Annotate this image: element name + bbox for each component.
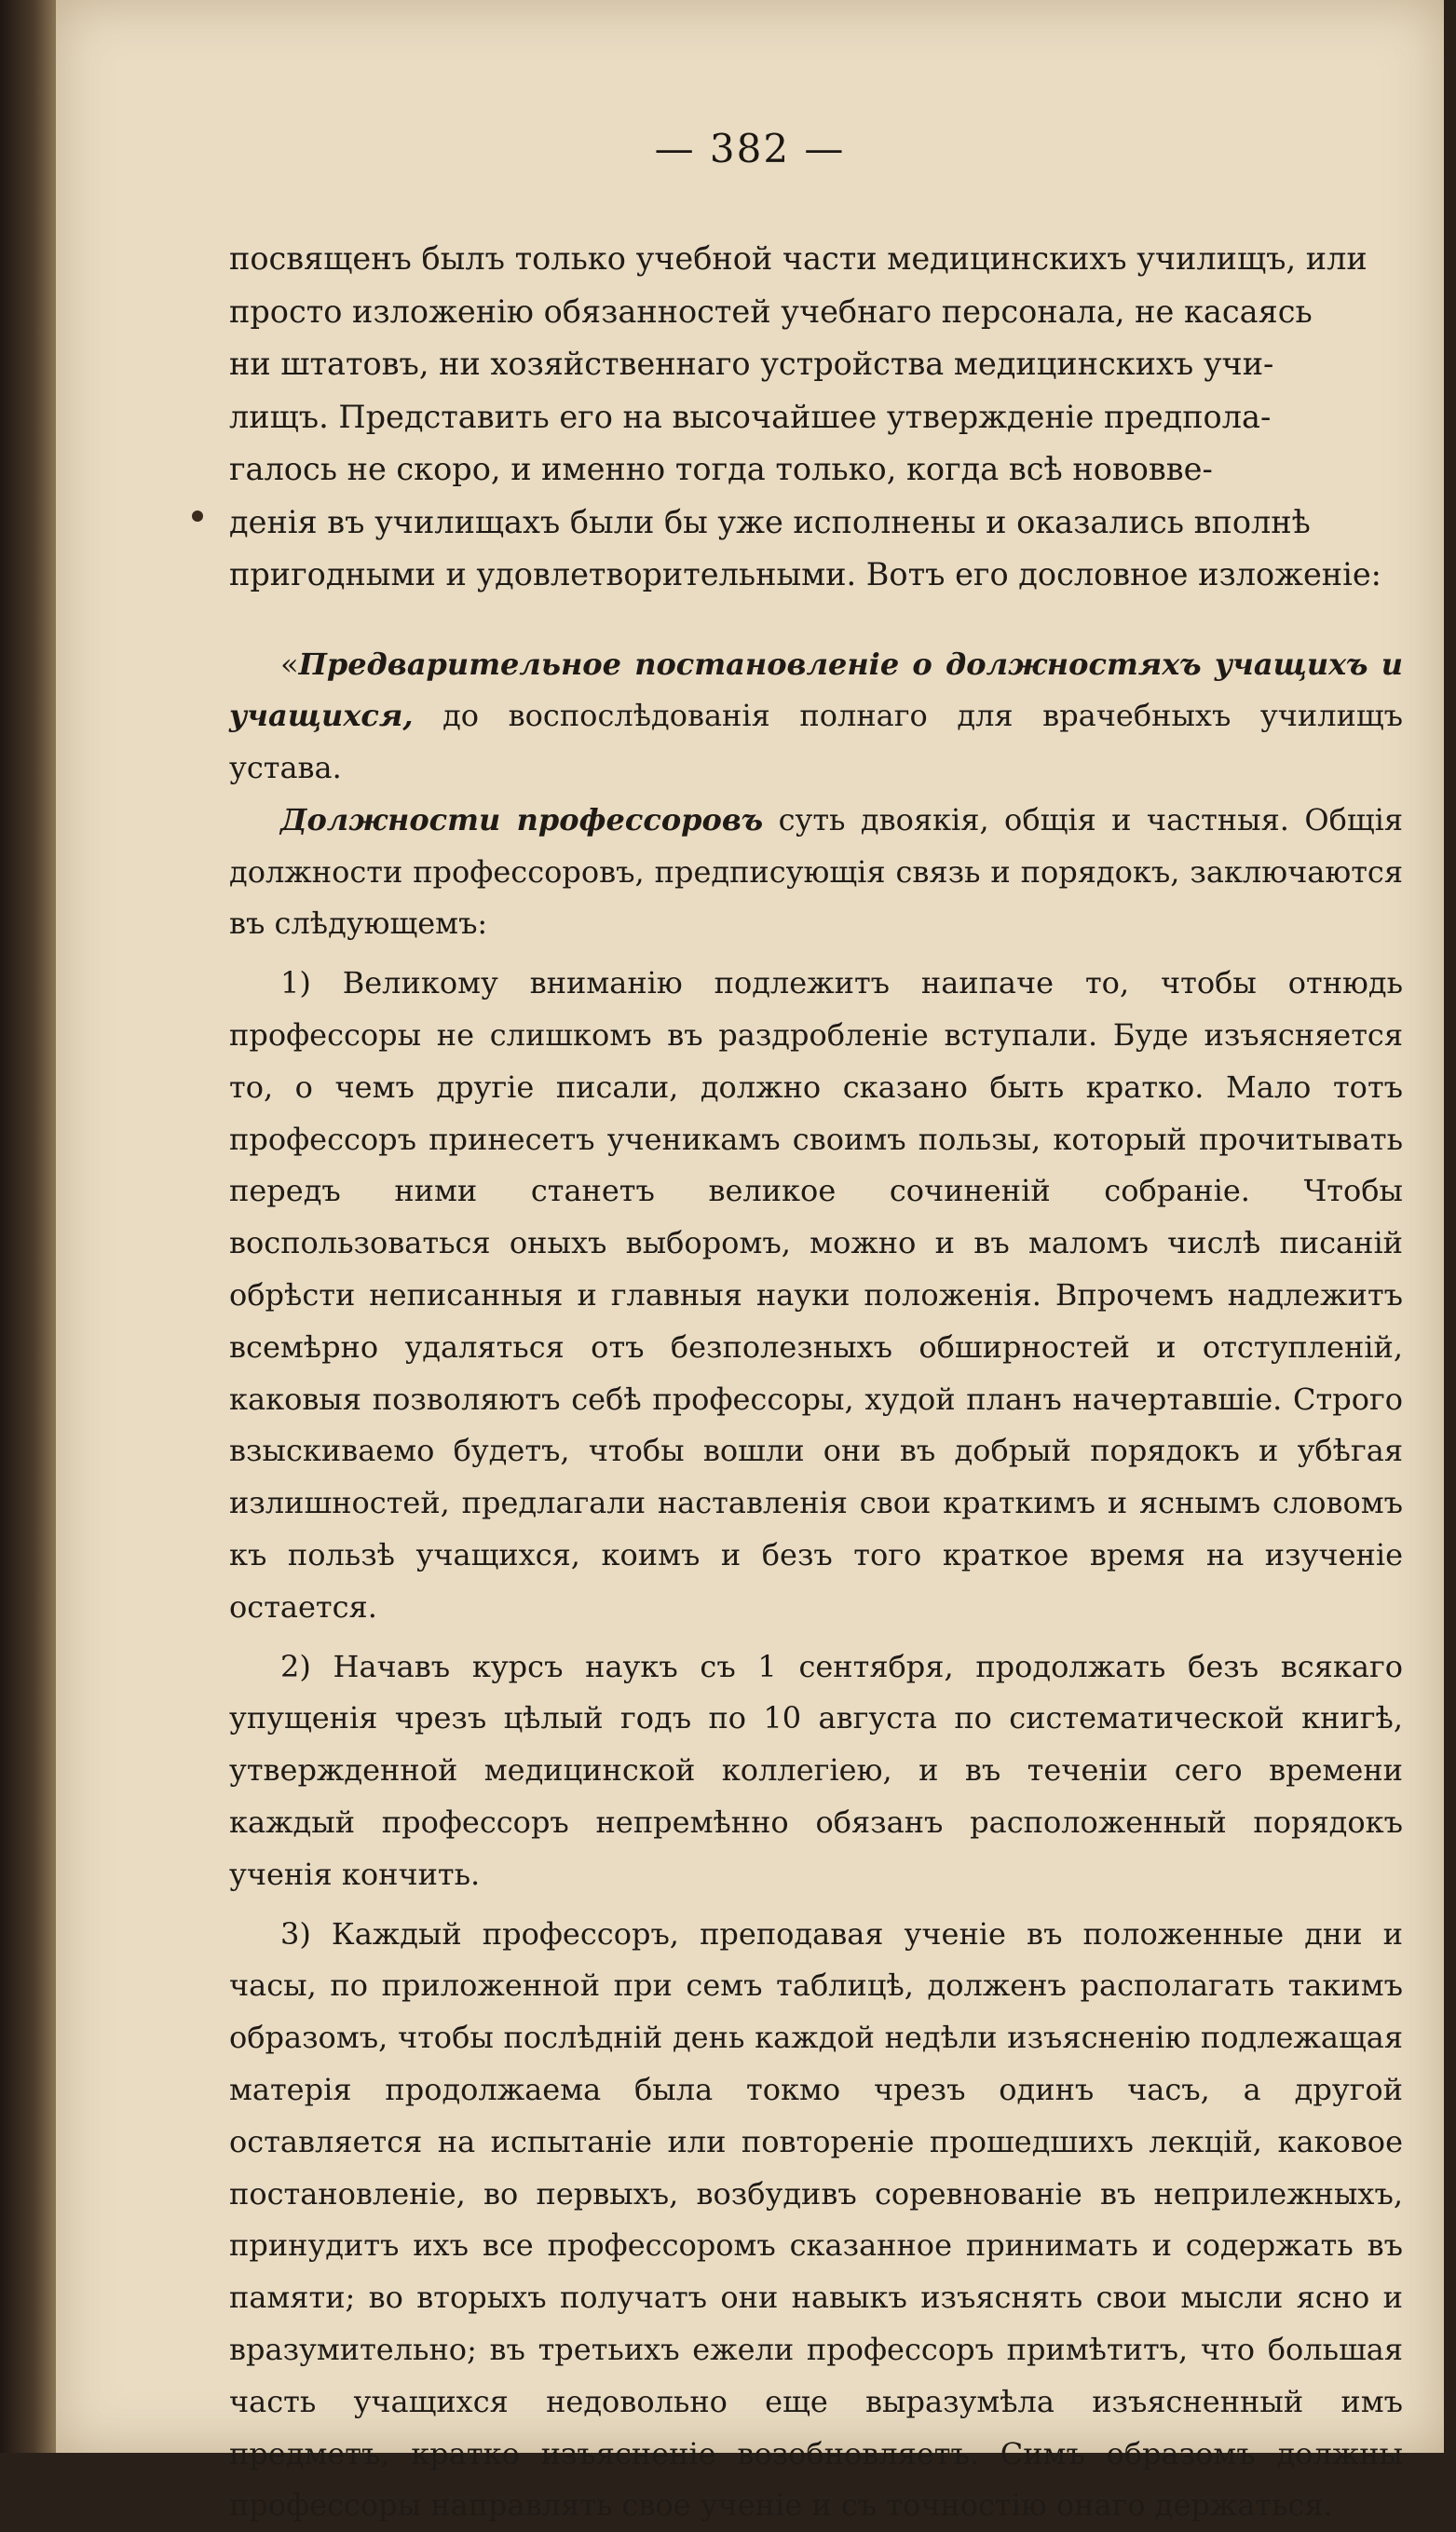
intro-line: галось не скоро, и именно тогда только, когда всѣ нововве- (229, 443, 1403, 497)
page-binding-edge (0, 0, 56, 2453)
intro-line: просто изложенію обязанностей учебнаго персонала, не касаясь (229, 286, 1403, 339)
intro-line: пригодными и удовлетворительными. Вотъ его дословное изложеніе: (229, 549, 1403, 602)
body-text (229, 233, 1403, 2532)
spacer (229, 950, 1403, 958)
intro-line: лищъ. Представить его на высочайшее утвержденіе предпола- (229, 391, 1403, 444)
regulation-title (229, 639, 1403, 795)
intro-paragraph (229, 233, 1403, 602)
regulation-title-rest: до воспослѣдованія полнаго для врачебныхъ училищъ устава. (229, 698, 1403, 785)
page-number: — 382 — (56, 126, 1444, 171)
intro-line: ни штатовъ, ни хозяйственнаго устройства медицинскихъ учи- (229, 338, 1403, 391)
spacer (229, 1634, 1403, 1641)
professors-duties-rest: суть двоякія, общія и частныя. Общія должности профессоровъ, предписующія связь и порядокъ, заключаются въ слѣдующемъ: (229, 802, 1403, 942)
ink-speck (192, 510, 203, 522)
book-page (56, 0, 1444, 2453)
intro-line: денія въ училищахъ были бы уже исполнены и оказались вполнѣ (229, 497, 1403, 550)
quote-open: « (280, 647, 299, 682)
professors-duties-italic: Должности профессоровъ (280, 802, 763, 837)
spacer (229, 602, 1403, 639)
regulation-title-italic: Предварительное постановленіе о должностяхъ учащихъ и учащихся, (229, 647, 1403, 734)
intro-line: посвященъ былъ только учебной части медицинскихъ училищъ, или (229, 233, 1403, 286)
regulation-text (229, 639, 1403, 2532)
item-1: 1) Великому вниманію подлежитъ наипаче то, чтобы отнюдь профессоры не слишкомъ въ раздробленіе вступали. Буде изъясняется то, о чемъ другіе писали, должно сказано быть кратко. Мало тотъ профессоръ принесетъ ученикамъ своимъ пользы, который прочитывать передъ ними станетъ великое сочиненій собраніе. Чтобы воспользоваться оныхъ выборомъ, можно и въ маломъ числѣ писаній обрѣсти неписанныя и главныя науки положенія. Впрочемъ надлежитъ всемѣрно удаляться отъ безполезныхъ обширностей и отступленій, каковыя позволяютъ себѣ профессоры, худой планъ начертавшіе. Строго взыскиваемо будетъ, чтобы вошли они въ добрый порядокъ и убѣгая излишностей, предлагали наставленія свои краткимъ и яснымъ словомъ къ пользѣ учащихся, коимъ и безъ того краткое время на изученіе остается. (229, 958, 1403, 1633)
item-2: 2) Начавъ курсъ наукъ съ 1 сентября, продолжать безъ всякаго упущенія чрезъ цѣлый годъ по 10 августа по систематической книгѣ, утвержденной медицинской коллегіею, и въ теченіи сего времени каждый профессоръ непремѣнно обязанъ расположенный порядокъ ученія кончить. (229, 1641, 1403, 1901)
item-3: 3) Каждый профессоръ, преподавая ученіе въ положенные дни и часы, по приложенной при семъ таблицѣ, долженъ располагать такимъ образомъ, чтобы послѣдній день каждой недѣли изъясненію подлежащая матерія продолжаема была токмо чрезъ одинъ часъ, а другой оставляется на испытаніе или повтореніе прошедшихъ лекцій, каковое постановленіе, во первыхъ, возбудивъ соревнованіе въ неприлежныхъ, принудитъ ихъ все профессоромъ сказанное принимать и содержать въ памяти; во вторыхъ получатъ они навыкъ изъяснять свои мысли ясно и вразумительно; въ третьихъ ежели профессоръ примѣтитъ, что большая часть учащихся недовольно еще выразумѣла изъясненный имъ предметъ, кратко изъясненіе возобновляетъ. Симъ образомъ должны профессоры направлять свое ученіе и съ точностію онаго держаться. (229, 1909, 1403, 2532)
spacer (229, 1901, 1403, 1909)
professors-duties (229, 795, 1403, 950)
